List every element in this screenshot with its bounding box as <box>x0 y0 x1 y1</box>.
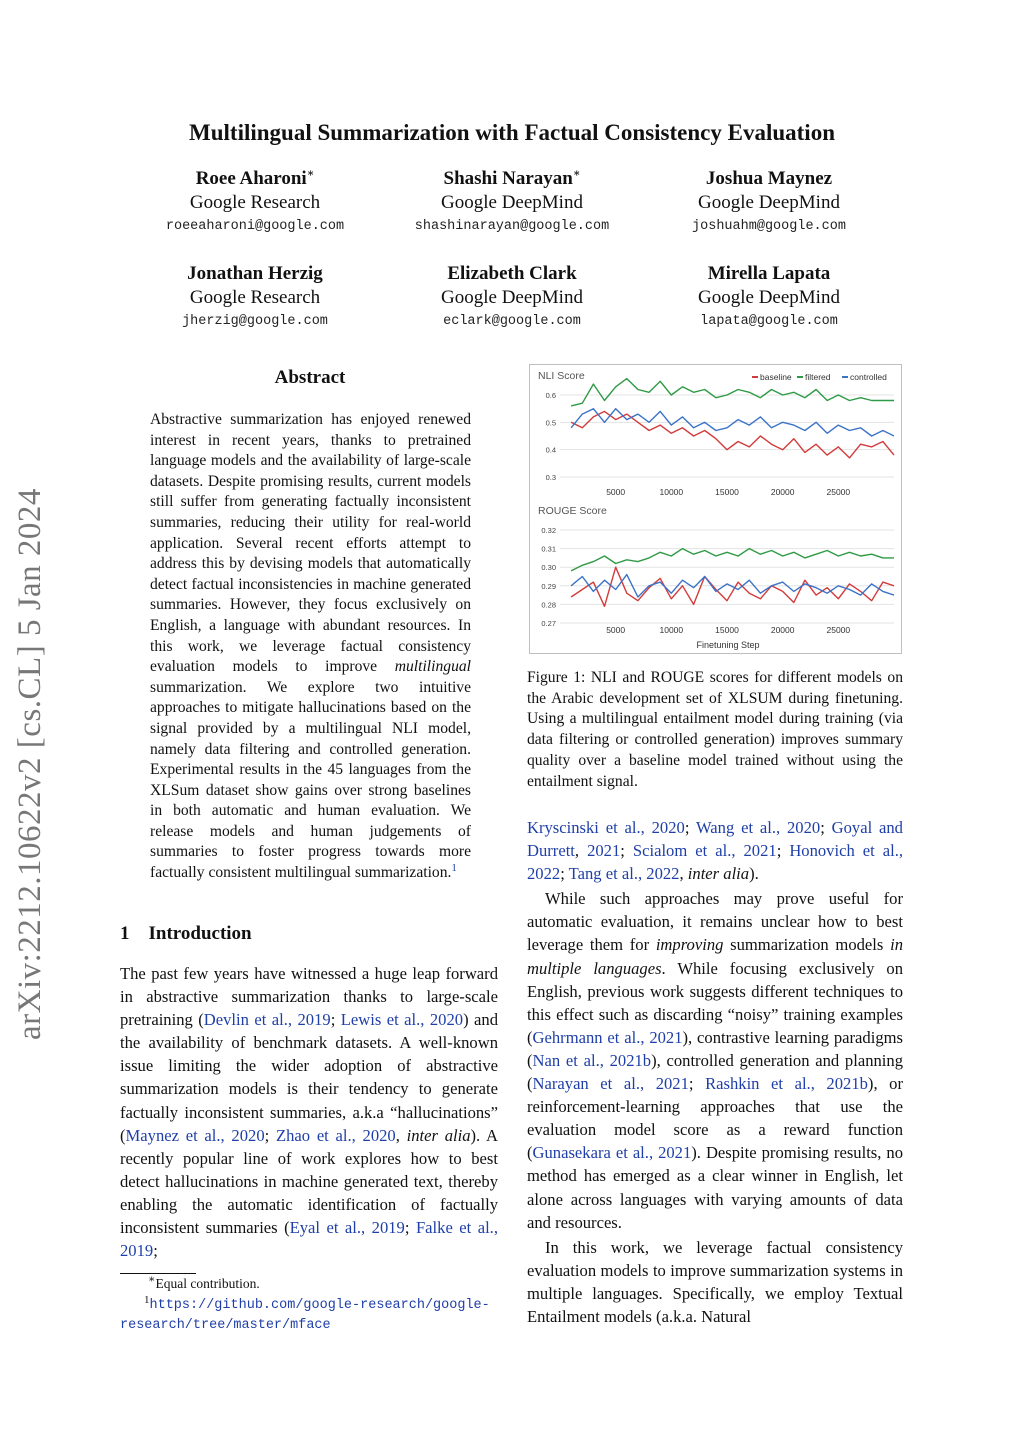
citation-link[interactable]: Scialom et al., 2021 <box>632 841 777 861</box>
citation-link[interactable]: Honovich et al., 2022 <box>527 841 903 884</box>
y-tick-label: 0.27 <box>541 619 556 628</box>
x-tick-label: 5000 <box>606 625 626 635</box>
abstract-body: Abstractive summarization has enjoyed renewed interest in recent years, thanks to pretrained language models and the availability of large-scale datasets. Despite promising results, current models still suffer from generating factually inconsistent summaries, reducing their utility for real-world application. Several recent efforts attempt to address this by devising models that automatically detect factual inconsistencies in machine generated summaries. However, they focus exclusively on English, a language with abundant resources. In this work, we leverage factual consistency evaluation models to improve multilingual summarization. We explore two intuitive approaches to mitigate hallucinations based on the signal provided by a multilingual NLI model, namely data filtering and controlled generation. Experimental results in the 45 languages from the XLSum dataset show gains over strong baselines in both automatic and human evaluation. We release models and human judgements of summaries to foster progress towards more factually consistent multilingual summarization.$^1$ <box>150 411 471 882</box>
y-tick-label: 0.3 <box>545 473 556 482</box>
x-tick-label: 15000 <box>715 487 739 497</box>
x-tick-label: 20000 <box>770 625 795 635</box>
citation-link[interactable]: Gunasekara et al., 2021 <box>532 1143 692 1163</box>
x-tick-label: 15000 <box>715 625 739 635</box>
author-block <box>382 168 642 239</box>
citation-link[interactable]: Eyal et al., 2019 <box>289 1218 405 1238</box>
author-name: Elizabeth Clark <box>447 263 577 284</box>
author-block <box>125 263 385 334</box>
repo-link[interactable]: https://github.com/google-research/google-research/tree/master/mface <box>120 1298 490 1333</box>
figure-1 <box>529 364 902 654</box>
citation-link[interactable]: Goyal and Durrett <box>527 818 903 861</box>
author-email: eclark@google.com <box>443 314 581 329</box>
citation-link[interactable]: Wang et al., 2020 <box>695 818 821 837</box>
citation-link[interactable]: Kryscinski et al., 2020 <box>527 818 685 837</box>
citation-link[interactable]: Gehrmann et al., 2021 <box>532 1027 683 1047</box>
x-tick-label: 10000 <box>659 487 684 497</box>
chart-title: NLI Score <box>538 370 585 382</box>
citation-link[interactable]: Falke et al., 2019 <box>120 1218 498 1261</box>
x-tick-label: 25000 <box>826 487 851 497</box>
author-name: Jonathan Herzig <box>187 263 323 284</box>
footnote-equal: ∗Equal contribution. <box>148 1273 260 1291</box>
citation-link[interactable]: Zhao et al., 2020 <box>275 1125 396 1145</box>
citation-link[interactable]: Maynez et al., 2020 <box>125 1125 265 1145</box>
chart-title: ROUGE Score <box>538 505 607 517</box>
x-tick-label: 5000 <box>606 487 626 497</box>
citation-link[interactable]: Lewis et al., 2020 <box>340 1010 464 1030</box>
y-tick-label: 0.32 <box>541 526 556 535</box>
citation-link[interactable]: 2021 <box>587 841 621 861</box>
author-affiliation: Google DeepMind <box>441 192 583 213</box>
citation-link[interactable]: Nan et al., 2021b <box>532 1050 652 1070</box>
citation-link[interactable]: Tang et al., 2022 <box>568 864 680 884</box>
citation-link[interactable]: Rashkin et al., 2021b <box>705 1074 868 1094</box>
citation-link[interactable]: Devlin et al., 2019 <box>203 1010 331 1030</box>
author-block <box>639 263 899 334</box>
citation-link[interactable]: Narayan et al., 2021 <box>532 1074 689 1094</box>
author-email: roeeaharoni@google.com <box>165 219 345 234</box>
footnote-ref[interactable]: 1 <box>451 861 457 874</box>
series-line-filtered <box>571 379 894 406</box>
y-tick-label: 0.30 <box>541 563 556 573</box>
author-email: joshuahm@google.com <box>692 219 846 234</box>
author-name: Mirella Lapata <box>707 263 831 284</box>
x-tick-label: 20000 <box>770 487 795 497</box>
author-affiliation: Google DeepMind <box>698 192 840 213</box>
x-tick-label: 10000 <box>659 625 684 635</box>
nli-rouge-chart <box>530 365 901 653</box>
author-affiliation: Google Research <box>189 287 321 308</box>
author-name: Joshua Maynez <box>705 168 833 189</box>
author-name: Shashi Narayan∗ <box>443 167 581 189</box>
y-tick-label: 0.4 <box>545 445 556 455</box>
author-affiliation: Google Research <box>189 192 321 213</box>
series-line-baseline <box>571 411 894 458</box>
author-email: shashinarayan@google.com <box>414 219 610 234</box>
legend-label: baseline <box>760 372 792 382</box>
author-affiliation: Google DeepMind <box>441 287 583 308</box>
author-affiliation: Google DeepMind <box>698 287 840 308</box>
y-tick-label: 0.5 <box>545 418 556 428</box>
author-email: lapata@google.com <box>700 314 838 329</box>
footnote-rule <box>120 1273 196 1274</box>
figure-caption: Figure 1: NLI and ROUGE scores for different models on the Arabic development set of XLSUM during finetuning. Using a multilingual entailment model during training (via data filtering or controlled generation) improves summary quality over a baseline model trained without using the entailment signal. <box>527 669 903 790</box>
x-tick-label: 25000 <box>826 625 851 635</box>
intro-right-column: Kryscinski et al., 2020; Wang et al., 2020; Goyal and Durrett, 2021; Scialom et al., 2021; Honovich et al., 2022; Tang et al., 2022, inter alia). While such approaches may prove useful for automatic evaluation, it remains unclear how to best leverage them for improving summarization models in multiple languages. While focusing exclusively on English, previous work suggests different techniques to this effect such as discarding “noisy” training examples (Gehrmann et al., 2021), contrastive learning paradigms (Nan et al., 2021b), controlled generation and planning (Narayan et al., 2021; Rashkin et al., 2021b), or reinforcement-learning approaches that use the evaluation model score as a reward function (Gunasekara et al., 2021). Despite promising results, no method has emerged as a clear winner in English, let alone across languages with varying amounts of data and resources. In this work, we leverage factual consistency evaluation models to improve summarization systems in multiple languages. Specifically, we employ Textual Entailment models (a.k.a. Natural <box>527 818 903 1326</box>
author-block <box>639 168 899 239</box>
author-name: Roee Aharoni∗ <box>195 167 315 189</box>
legend-label: filtered <box>805 372 831 382</box>
y-tick-label: 0.29 <box>541 581 556 591</box>
arxiv-stamp: arXiv:2212.10622v2 [cs.CL] 5 Jan 2024 <box>12 488 48 1040</box>
y-tick-label: 0.31 <box>541 544 556 554</box>
footnote-url: $^1$https://github.com/google-research/google-research/tree/master/mface <box>120 1293 490 1333</box>
author-email: jherzig@google.com <box>182 314 328 329</box>
abstract-heading: Abstract <box>274 367 346 388</box>
legend-label: controlled <box>850 372 887 382</box>
x-axis-label: Finetuning Step <box>696 640 760 650</box>
y-tick-label: 0.6 <box>545 391 556 400</box>
y-tick-label: 0.28 <box>541 600 556 610</box>
section-heading: 1 Introduction <box>120 923 252 944</box>
paper-title: Multilingual Summarization with Factual Consistency Evaluation <box>189 120 835 145</box>
author-block <box>382 263 642 334</box>
intro-left-column: The past few years have witnessed a huge leap forward in abstractive summarization thanks to large-scale pretraining (Devlin et al., 2019; Lewis et al., 2020) and the availability of benchmark datasets. A well-known issue limiting the wider adoption of abstractive summarization models is their tendency to generate factually inconsistent summaries, a.k.a “hallucinations” (Maynez et al., 2020; Zhao et al., 2020, inter alia). A recently popular line of work explores how to best detect hallucinations in machine generated text, thereby enabling the automatic identification of factually inconsistent summaries (Eyal et al., 2019; Falke et al., 2019; <box>120 964 499 1261</box>
author-block <box>125 168 385 239</box>
